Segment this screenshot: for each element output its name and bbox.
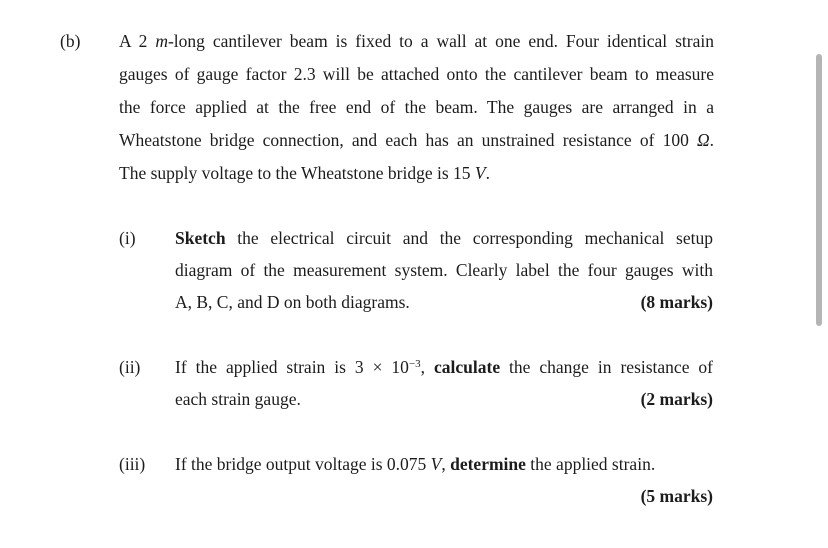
instruction-verb: Sketch [175,228,226,248]
intro-text: A 2 [119,31,156,51]
intro-text: The supply voltage to the Wheatstone bridge is 15 [119,163,475,183]
intro-text: gauges of gauge factor 2.3 will be attached onto the cantilever beam to measure [119,64,714,84]
subquestion-body [175,227,713,313]
subquestion-line [175,291,713,313]
subquestion-text: the electrical circuit and the corresponding mechanical setup [225,228,713,248]
subquestion-line [175,388,713,410]
unit-symbol: Ω [696,130,710,150]
unit-symbol: V [474,163,486,183]
subquestion-body [175,356,713,410]
subquestion-line [175,485,713,507]
exponent: −3 [408,358,421,370]
instruction-verb: calculate [434,357,501,377]
subquestion-line [175,227,713,249]
subquestion-text: If the applied strain is 3 × 10 [175,357,409,377]
intro-line-5 [119,162,714,184]
subquestion-text: , [420,357,434,377]
intro-line-4 [119,129,714,151]
subquestion-text: , [441,454,451,474]
subquestion-body [175,453,713,507]
marks-label: (5 marks) [640,486,713,506]
intro-line-2 [119,63,714,85]
marks-label: (2 marks) [640,389,713,409]
intro-line-3 [119,96,714,118]
subquestion-line [175,356,713,378]
subquestion-text: diagram of the measurement system. Clearly label the four gauges with [175,260,713,280]
subquestion-line [175,259,713,281]
subquestion-label: (iii) [119,454,146,474]
marks-label: (8 marks) [640,292,713,312]
subquestion-text: each strain gauge. [175,389,301,409]
unit-symbol: V [430,454,442,474]
subquestion-text: A, B, C, and D on both diagrams. [175,292,410,312]
subquestion-line [175,453,713,475]
intro-text: . [485,163,490,183]
question-part-label: (b) [60,31,81,51]
scrollbar-thumb[interactable] [816,54,822,326]
intro-line-1 [119,30,714,52]
question-intro [119,30,714,184]
subquestion-text: the change in resistance of [500,357,714,377]
unit-symbol: m [155,31,168,51]
subquestion-label: (ii) [119,357,141,377]
subquestion-text: the applied strain. [525,454,656,474]
intro-text: the force applied at the free end of the beam. The gauges are arranged in a [119,97,714,117]
subquestion-text: If the bridge output voltage is 0.075 [175,454,431,474]
intro-text: Wheatstone bridge connection, and each has an unstrained resistance of 100 [119,130,697,150]
instruction-verb: determine [450,454,526,474]
intro-text: -long cantilever beam is fixed to a wall at one end. Four identical strain [167,31,714,51]
intro-text: . [709,130,714,150]
subquestion-label: (i) [119,228,136,248]
